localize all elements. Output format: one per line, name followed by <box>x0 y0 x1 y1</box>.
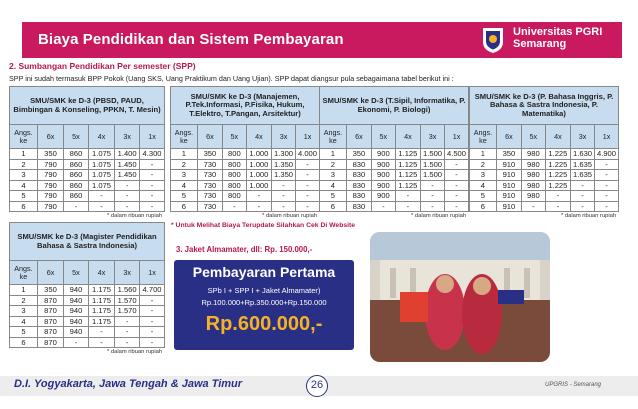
column-header: 1x <box>296 125 320 149</box>
first-payment-components: SPb I + SPP I + Jaket Almamater) <box>207 286 321 295</box>
table-row <box>320 159 469 170</box>
table-row <box>171 159 320 170</box>
university-logo-icon <box>481 26 505 54</box>
table-cell: 2 <box>320 159 347 170</box>
table-cell: 870 <box>37 316 63 327</box>
table-cell: 1.000 <box>246 149 271 160</box>
table-cell: 870 <box>37 295 63 306</box>
column-header: Angs. ke <box>171 125 198 149</box>
table-cell: 1.075 <box>88 170 114 181</box>
column-header: Angs. ke <box>470 125 497 149</box>
table-cell: - <box>445 191 469 202</box>
table-cell: 3 <box>10 170 38 181</box>
table-cell: 1.125 <box>395 149 420 160</box>
column-header: 5x <box>64 125 89 149</box>
column-header: 6x <box>197 125 222 149</box>
table-row <box>10 306 165 317</box>
table-cell: - <box>595 159 619 170</box>
table-cell: 1.075 <box>88 159 114 170</box>
table-row <box>10 159 165 170</box>
table-cell: - <box>140 316 165 327</box>
table-cell: 800 <box>222 159 246 170</box>
table-cell: - <box>395 191 420 202</box>
first-payment-total: Rp.600.000,- <box>205 313 323 335</box>
column-header: 3x <box>421 125 445 149</box>
table-cell: 5 <box>320 191 347 202</box>
spp-table-2 <box>170 86 320 212</box>
table-cell: - <box>222 201 246 212</box>
table-cell: - <box>445 180 469 191</box>
column-header: 1x <box>595 125 619 149</box>
table-cell: 4.500 <box>445 149 469 160</box>
table-cell: - <box>140 295 165 306</box>
table-cell: 4 <box>320 180 347 191</box>
column-header: 6x <box>496 125 521 149</box>
table-cell: 1.300 <box>272 149 296 160</box>
table-cell: 1.125 <box>395 159 420 170</box>
table-cell: 790 <box>37 180 63 191</box>
first-payment-box <box>174 260 354 350</box>
table-row <box>470 201 619 212</box>
table-cell: 800 <box>222 170 246 181</box>
table-cell: 790 <box>37 170 63 181</box>
table-cell: - <box>296 159 320 170</box>
table-cell: - <box>371 201 395 212</box>
table-row <box>320 180 469 191</box>
column-header: 4x <box>246 125 271 149</box>
table-cell: 910 <box>496 170 521 181</box>
table-cell: 830 <box>346 159 371 170</box>
table-cell: 860 <box>64 191 89 202</box>
table-cell: - <box>246 201 271 212</box>
table-cell: 4.900 <box>595 149 619 160</box>
table-cell: 5 <box>470 191 497 202</box>
table-cell: 1.350 <box>272 170 296 181</box>
table-cell: 830 <box>346 191 371 202</box>
currency-note: * dalam ribuan rupiah <box>561 213 617 219</box>
table-cell: 1.570 <box>115 306 140 317</box>
table-cell: - <box>115 191 140 202</box>
table-cell: 1.225 <box>545 170 570 181</box>
column-header: 6x <box>37 125 63 149</box>
table-cell: 2 <box>470 159 497 170</box>
table-cell: - <box>115 337 140 348</box>
table-cell: - <box>445 170 469 181</box>
table-row <box>470 170 619 181</box>
table-cell: 1.225 <box>545 159 570 170</box>
table-cell: 1 <box>320 149 347 160</box>
table-cell: 4.300 <box>140 149 165 160</box>
table-cell: 980 <box>521 191 545 202</box>
table-cell: 1 <box>470 149 497 160</box>
table-cell: - <box>421 180 445 191</box>
table-cell: - <box>571 180 595 191</box>
table-cell: - <box>545 191 570 202</box>
table-cell: 1.350 <box>272 159 296 170</box>
table-cell: 980 <box>521 159 545 170</box>
table-row <box>10 191 165 202</box>
table-cell: 1.000 <box>246 159 271 170</box>
table-cell: 4.700 <box>140 285 165 296</box>
table-title: SMU/SMK ke D-3 (P. Bahasa Inggris, P. Bahasa & Sastra Indonesia, P. Matematika) <box>470 87 619 125</box>
table-cell: - <box>521 201 545 212</box>
column-header: 6x <box>346 125 371 149</box>
table-cell: - <box>115 316 140 327</box>
table-cell: 4 <box>10 180 38 191</box>
table-cell: 6 <box>171 201 198 212</box>
table-cell: 1.175 <box>88 316 114 327</box>
table-cell: 730 <box>197 191 222 202</box>
table-cell: - <box>88 201 114 212</box>
table-cell: 1.450 <box>115 170 140 181</box>
table-title: SMU/SMK ke D-3 (T.Sipil, Informatika, P. Ekonomi, P. Biologi) <box>320 87 469 125</box>
table-cell: 6 <box>10 201 38 212</box>
table-cell: 1.570 <box>115 295 140 306</box>
table-cell: 900 <box>371 149 395 160</box>
table-cell: - <box>140 191 165 202</box>
table-cell: 980 <box>521 149 545 160</box>
table-cell: 3 <box>171 170 198 181</box>
column-header: 5x <box>222 125 246 149</box>
table-cell: - <box>140 159 165 170</box>
table-cell: 4 <box>171 180 198 191</box>
table-cell: 1.450 <box>115 159 140 170</box>
table-cell: 1.075 <box>88 149 114 160</box>
table-cell: 730 <box>197 180 222 191</box>
table-cell: 350 <box>37 149 63 160</box>
table-cell: 900 <box>371 180 395 191</box>
students-photo <box>370 232 550 362</box>
table-cell: - <box>64 201 89 212</box>
table-row <box>171 170 320 181</box>
table-cell: 830 <box>346 170 371 181</box>
column-header: 6x <box>37 261 63 285</box>
table-cell: 980 <box>521 170 545 181</box>
table-cell: 860 <box>64 170 89 181</box>
table-row <box>10 170 165 181</box>
table-cell: 1.125 <box>395 180 420 191</box>
table-cell: 910 <box>496 201 521 212</box>
table-cell: 910 <box>496 159 521 170</box>
table-cell: 1 <box>10 285 38 296</box>
spp-table-5 <box>9 222 165 348</box>
table-cell: - <box>246 191 271 202</box>
spp-table-3 <box>319 86 469 212</box>
table-cell: 1.630 <box>571 149 595 160</box>
table-row <box>10 316 165 327</box>
table-cell: - <box>296 180 320 191</box>
section-description: SPP ini sudah termasuk BPP Pokok (Uang SKS, Uang Praktikum dan Uang Ujian). SPP dapat diangsur pula sebagaimana tabel berikut ini : <box>9 74 454 83</box>
table-cell: 350 <box>37 285 63 296</box>
table-cell: 4 <box>470 180 497 191</box>
table-cell: 1.125 <box>395 170 420 181</box>
table-cell: 730 <box>197 201 222 212</box>
column-header: 5x <box>521 125 545 149</box>
table-cell: 800 <box>222 180 246 191</box>
table-cell: 1.635 <box>571 170 595 181</box>
currency-note: * dalam ribuan rupiah <box>262 213 318 219</box>
table-cell: 6 <box>320 201 347 212</box>
table-row <box>10 180 165 191</box>
table-cell: 900 <box>371 159 395 170</box>
currency-note: * dalam ribuan rupiah <box>411 213 467 219</box>
column-header: 1x <box>140 125 165 149</box>
table-row <box>470 159 619 170</box>
column-header: 4x <box>395 125 420 149</box>
university-name-line2: Semarang <box>513 38 567 50</box>
table-cell: 940 <box>64 316 89 327</box>
table-row <box>10 149 165 160</box>
table-cell: 1 <box>171 149 198 160</box>
table-cell: 1.075 <box>88 180 114 191</box>
table-row <box>470 149 619 160</box>
table-cell: - <box>272 180 296 191</box>
table-cell: 1.500 <box>421 149 445 160</box>
table-cell: - <box>421 191 445 202</box>
table-cell: 1.175 <box>88 306 114 317</box>
table-cell: 910 <box>496 191 521 202</box>
column-header: 4x <box>88 261 114 285</box>
table-row <box>171 201 320 212</box>
table-cell: 870 <box>37 327 63 338</box>
table-row <box>10 337 165 348</box>
table-cell: 1.400 <box>115 149 140 160</box>
table-cell: - <box>296 170 320 181</box>
university-name <box>513 26 602 50</box>
table-cell: 5 <box>10 191 38 202</box>
table-row <box>320 149 469 160</box>
table-cell: - <box>595 201 619 212</box>
table-cell: 1.225 <box>545 180 570 191</box>
table-cell: - <box>140 337 165 348</box>
table-cell: 800 <box>222 149 246 160</box>
table-row <box>10 295 165 306</box>
footer-brand: UPGRIS - Semarang <box>545 382 602 388</box>
table-row <box>470 180 619 191</box>
students-photo-image <box>370 232 550 362</box>
table-cell: 730 <box>197 170 222 181</box>
table-title: SMU/SMK ke D-3 (Manajemen, P.Tek.Informasi, P.Fisika, Hukum, T.Elektro, T.Pangan, Arsitektur) <box>171 87 320 125</box>
jaket-fee: 3. Jaket Almamater, dll: Rp. 150.000,- <box>176 245 313 254</box>
currency-note: * dalam ribuan rupiah <box>107 349 163 355</box>
column-header: 5x <box>371 125 395 149</box>
table-cell: 1.175 <box>88 285 114 296</box>
table-cell: - <box>88 327 114 338</box>
update-notice-text: * Untuk Melihat Biaya Terupdate Silahkan Cek Di Website <box>171 222 356 229</box>
table-cell: 940 <box>64 306 89 317</box>
table-cell: 830 <box>346 201 371 212</box>
column-header: Angs. ke <box>10 261 38 285</box>
table-cell: 940 <box>64 327 89 338</box>
table-cell: - <box>140 306 165 317</box>
table-cell: 870 <box>37 306 63 317</box>
table-cell: - <box>595 191 619 202</box>
table-row <box>171 149 320 160</box>
table-cell: 900 <box>371 170 395 181</box>
table-cell: 1 <box>10 149 38 160</box>
table-cell: 2 <box>10 159 38 170</box>
table-cell: - <box>545 201 570 212</box>
table-cell: - <box>140 327 165 338</box>
table-cell: 4.000 <box>296 149 320 160</box>
first-payment-title: Pembayaran Pertama <box>192 264 336 280</box>
table-row <box>320 170 469 181</box>
update-notice <box>171 222 355 229</box>
table-cell: - <box>88 191 114 202</box>
table-cell: - <box>595 170 619 181</box>
table-cell: - <box>140 180 165 191</box>
table-cell: 3 <box>10 306 38 317</box>
table-row <box>10 327 165 338</box>
column-header: 4x <box>545 125 570 149</box>
table-cell: - <box>445 159 469 170</box>
table-cell: 6 <box>10 337 38 348</box>
table-cell: 3 <box>470 170 497 181</box>
page-number: 26 <box>306 375 328 397</box>
table-cell: 830 <box>346 180 371 191</box>
table-cell: - <box>571 191 595 202</box>
page-title: Biaya Pendidikan dan Sistem Pembayaran <box>38 31 344 48</box>
table-cell: 870 <box>37 337 63 348</box>
table-row <box>470 191 619 202</box>
column-header: 3x <box>571 125 595 149</box>
table-cell: 2 <box>171 159 198 170</box>
table-cell: 980 <box>521 180 545 191</box>
table-cell: - <box>272 191 296 202</box>
table-cell: - <box>571 201 595 212</box>
table-cell: - <box>272 201 296 212</box>
section-title: 2. Sumbangan Pendidikan Per semester (SPP) <box>9 61 196 71</box>
table-cell: 2 <box>10 295 38 306</box>
table-title: SMU/SMK ke D-3 (PBSD, PAUD, Bimbingan & Konseling, PPKN, T. Mesin) <box>10 87 165 125</box>
column-header: 5x <box>64 261 89 285</box>
table-cell: 940 <box>64 285 89 296</box>
footer-region: D.I. Yogyakarta, Jawa Tengah & Jawa Timur <box>14 378 243 390</box>
first-payment-breakdown: Rp.100.000+Rp.350.000+Rp.150.000 <box>201 298 327 307</box>
table-cell: - <box>115 327 140 338</box>
column-header: Angs. ke <box>10 125 38 149</box>
table-row <box>10 285 165 296</box>
currency-note: * dalam ribuan rupiah <box>107 213 163 219</box>
table-cell: 800 <box>222 191 246 202</box>
table-cell: - <box>445 201 469 212</box>
column-header: Angs. ke <box>320 125 347 149</box>
table-cell: 860 <box>64 159 89 170</box>
table-cell: 910 <box>496 180 521 191</box>
table-cell: 350 <box>346 149 371 160</box>
table-cell: - <box>115 201 140 212</box>
table-row <box>171 191 320 202</box>
table-cell: 1.635 <box>571 159 595 170</box>
column-header: 4x <box>88 125 114 149</box>
table-cell: - <box>395 201 420 212</box>
table-title: SMU/SMK ke D-3 (Magister Pendidikan Bahasa & Sastra Indonesia) <box>10 223 165 261</box>
table-cell: 730 <box>197 159 222 170</box>
column-header: 3x <box>115 125 140 149</box>
table-row <box>320 191 469 202</box>
table-cell: 900 <box>371 191 395 202</box>
table-cell: 940 <box>64 295 89 306</box>
table-cell: 4 <box>10 316 38 327</box>
table-cell: - <box>140 170 165 181</box>
table-cell: 350 <box>197 149 222 160</box>
table-cell: 860 <box>64 149 89 160</box>
spp-table-1 <box>9 86 165 212</box>
table-cell: 5 <box>171 191 198 202</box>
column-header: 3x <box>115 261 140 285</box>
table-cell: - <box>595 180 619 191</box>
table-row <box>10 201 165 212</box>
table-cell: 350 <box>496 149 521 160</box>
table-cell: 1.225 <box>545 149 570 160</box>
table-row <box>320 201 469 212</box>
table-cell: 3 <box>320 170 347 181</box>
column-header: 1x <box>140 261 165 285</box>
table-cell: - <box>421 201 445 212</box>
table-cell: - <box>296 191 320 202</box>
table-cell: - <box>88 337 114 348</box>
table-cell: 1.500 <box>421 170 445 181</box>
table-cell: 1.000 <box>246 170 271 181</box>
table-cell: - <box>115 180 140 191</box>
table-cell: - <box>64 337 89 348</box>
spp-table-4 <box>469 86 619 212</box>
university-name-line1: Universitas PGRI <box>513 26 603 38</box>
table-cell: 790 <box>37 201 63 212</box>
table-cell: 6 <box>470 201 497 212</box>
table-cell: 1.500 <box>421 159 445 170</box>
table-cell: 5 <box>10 327 38 338</box>
column-header: 1x <box>445 125 469 149</box>
table-cell: 790 <box>37 191 63 202</box>
table-cell: - <box>140 201 165 212</box>
column-header: 3x <box>272 125 296 149</box>
table-row <box>171 180 320 191</box>
table-cell: 860 <box>64 180 89 191</box>
table-cell: 1.560 <box>115 285 140 296</box>
table-cell: 790 <box>37 159 63 170</box>
table-cell: 1.175 <box>88 295 114 306</box>
table-cell: - <box>296 201 320 212</box>
table-cell: 1.000 <box>246 180 271 191</box>
